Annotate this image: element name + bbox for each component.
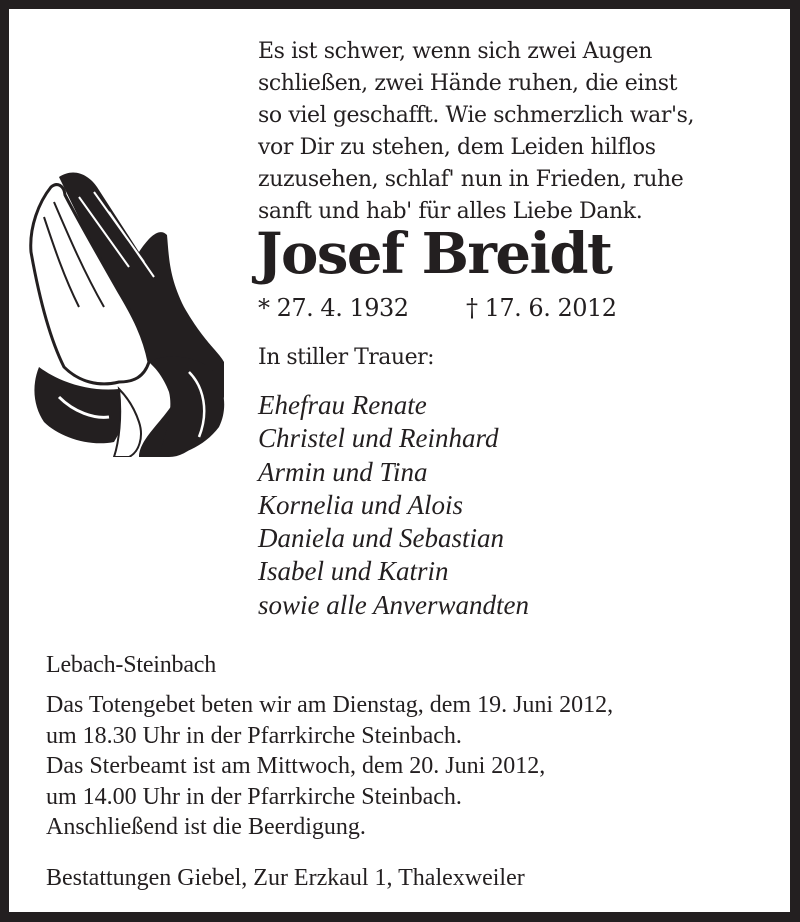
- verse-line: sanft und hab' für alles Liebe Dank.: [258, 199, 643, 224]
- service-line: Das Sterbeamt ist am Mittwoch, dem 20. Juni 2012,: [46, 753, 546, 779]
- mourners-list: [258, 389, 529, 622]
- service-line: um 14.00 Uhr in der Pfarrkirche Steinbach.: [46, 783, 462, 810]
- mourner-item: Christel und Reinhard: [258, 423, 499, 454]
- deceased-name: Josef Breidt: [256, 221, 612, 287]
- birth-date: * 27. 4. 1932: [258, 294, 409, 322]
- death-date: † 17. 6. 2012: [466, 294, 617, 322]
- service-details: [46, 690, 613, 843]
- funeral-home: Bestattungen Giebel, Zur Erzkaul 1, Thalexweiler: [46, 865, 525, 891]
- mourner-item: Daniela und Sebastian: [258, 523, 504, 554]
- mourner-item: Isabel und Katrin: [258, 556, 449, 587]
- mourner-item: Armin und Tina: [258, 456, 428, 487]
- location: Lebach-Steinbach: [46, 652, 217, 678]
- memorial-verse: [258, 36, 728, 228]
- service-line: Anschließend ist die Beerdigung.: [46, 814, 366, 840]
- praying-hands-icon: [19, 157, 249, 457]
- verse-line: vor Dir zu stehen, dem Leiden hilflos: [258, 135, 656, 160]
- service-line: um 18.30 Uhr in der Pfarrkirche Steinbach.: [46, 722, 462, 749]
- life-dates: [258, 292, 617, 324]
- verse-line: Es ist schwer, wenn sich zwei Augen: [258, 39, 653, 64]
- mourner-item: Kornelia und Alois: [258, 489, 464, 520]
- obituary-notice: [9, 9, 790, 912]
- verse-line: schließen, zwei Hände ruhen, die einst: [258, 71, 678, 96]
- mourner-item: sowie alle Anverwandten: [258, 589, 529, 620]
- mourner-item: Ehefrau Renate: [258, 390, 427, 420]
- verse-line: zuzusehen, schlaf' nun in Frieden, ruhe: [258, 167, 684, 192]
- service-line: Das Totengebet beten wir am Dienstag, dem 19. Juni 2012,: [46, 692, 614, 718]
- verse-line: so viel geschafft. Wie schmerzlich war's,: [258, 103, 695, 128]
- mourning-heading: In stiller Trauer:: [258, 345, 435, 370]
